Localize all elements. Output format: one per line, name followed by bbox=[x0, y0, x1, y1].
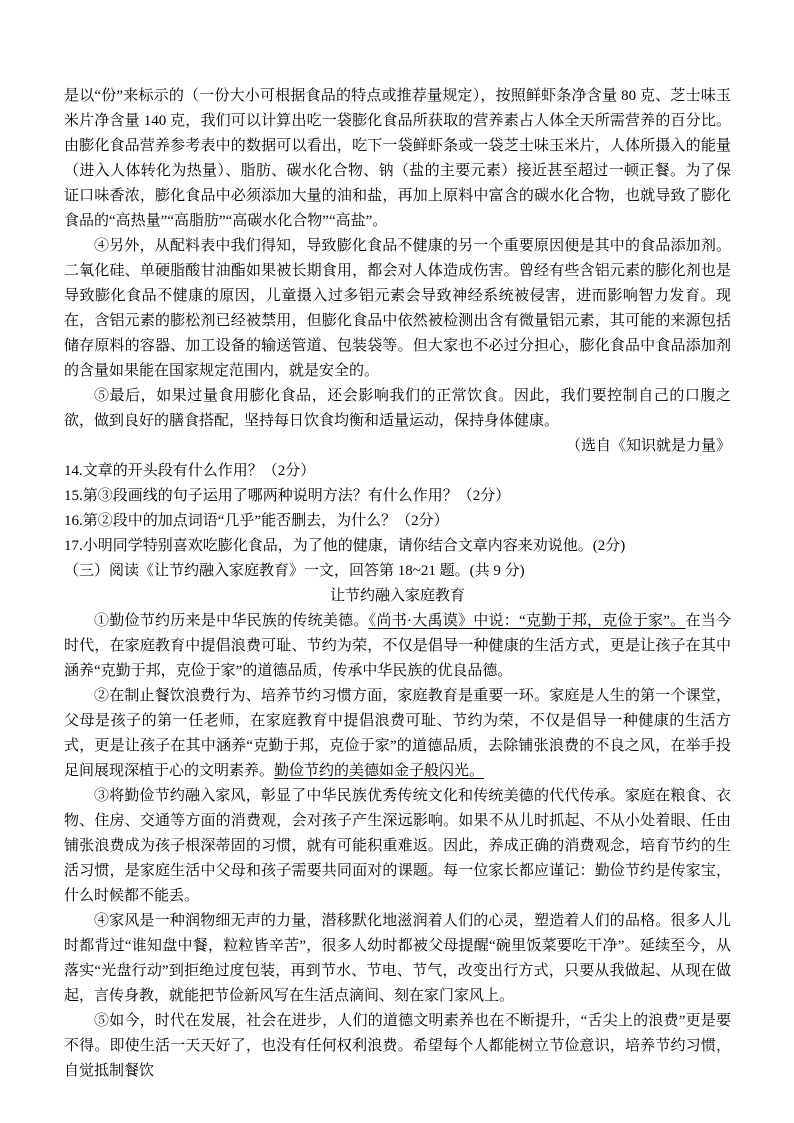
section-3-header: （三）阅读《让节约融入家庭教育》一文，回答第 18~21 题。(共 9 分) bbox=[64, 563, 525, 579]
question-17: 17.小明同学特别喜欢吃膨化食品，为了他的健康，请你结合文章内容来劝说他。(2分) bbox=[64, 538, 626, 554]
text-segment: ①勤俭节约历来是中华民族的传统美德。 bbox=[94, 613, 369, 629]
underlined-sentence-shangshu-quote: 《尚书·大禹谟》中说：“克勤于邦，克俭于家”。 bbox=[368, 613, 686, 629]
underlined-sentence-gold-shine: 勤俭节约的美德如金子般闪光。 bbox=[274, 763, 485, 779]
reading2-paragraph-4: ④家风是一种润物细无声的力量，潜移默化地滋润着人们的心灵，塑造着人们的品格。很多人儿时都背过“谁知盘中餐，粒粒皆辛苦”，很多人幼时都被父母提醒“碗里饭菜要吃干净”。延续至今，从落实“光盘行动”到拒绝过度包装，再到节水、节电、节气，改变出行方式，只要从我做起、从现在做起，言传身教，就能把节俭新风写在生活点滴间、刻在家门家风上。 bbox=[64, 913, 731, 1004]
reading1-paragraph-continued: 是以“份”来标示的（一份大小可根据食品的特点或推荐量规定），按照鲜虾条净含量 80 克、芝士味玉米片净含量 140 克，我们可以计算出吃一袋膨化食品所获取的营养素占人体全天所需营养的百分比。由膨化食品营养参考表中的数据可以看出，吃下一袋鲜虾条或一袋芝士味玉米片，人体所摄入的能量（进入人体转化为热量）、脂肪、碳水化合物、钠（盐的主要元素）接近甚至超过一顿正餐。为了保证口味香浓，膨化食品中必须添加大量的油和盐，再加上原料中富含的碳水化合物，也就导致了膨化食品的“高热量”“高脂肪”“高碳水化合物”“高盐”。 bbox=[64, 88, 731, 229]
reading2-title: 让节约融入家庭教育 bbox=[329, 588, 465, 604]
reading2-paragraph-3: ③将勤俭节约融入家风，彰显了中华民族优秀传统文化和传统美德的代代传承。家庭在粮食、衣物、住房、交通等方面的消费观，会对孩子产生深远影响。如果不从儿时抓起、不从小处着眼、任由铺张浪费成为孩子根深蒂固的习惯，就有可能积重难返。因此，养成正确的消费观念，培育节约的生活习惯，是家庭生活中父母和孩子需要共同面对的课题。每一位家长都应谨记：勤俭节约是传家宝，什么时候都不能丢。 bbox=[64, 788, 731, 904]
text-segment: 在当今时代，在家庭教育中提倡浪费可耻、节约为荣，不仅是倡导一种健康的生活方式，更是让孩子在其中涵养“克勤于邦，克俭于家”的道德品质，传承中华民族的优良品德。 bbox=[64, 613, 731, 679]
question-15: 15.第③段画线的句子运用了哪两种说明方法？有什么作用？（2分） bbox=[64, 488, 511, 504]
reading2-paragraph-2 bbox=[64, 684, 731, 784]
reading2-paragraph-5: ⑤如今，时代在发展，社会在进步，人们的道德文明素养也在不断提升，“舌尖上的浪费”更是要不得。即使生活一天天好了，也没有任何权利浪费。希望每个人都能树立节俭意识，培养节约习惯，自觉抵制餐饮 bbox=[64, 1013, 731, 1079]
question-16: 16.第②段中的加点词语“几乎”能否删去，为什么？（2分） bbox=[64, 513, 449, 529]
reading1-paragraph-5: ⑤最后，如果过量食用膨化食品，还会影响我们的正常饮食。因此，我们要控制自己的口腹之欲，做到良好的膳食搭配，坚持每日饮食均衡和适量运动，保持身体健康。 bbox=[64, 388, 731, 429]
question-14: 14.文章的开头段有什么作用？（2分） bbox=[64, 463, 316, 479]
reading1-source-credit: （选自《知识就是力量》 bbox=[565, 438, 731, 454]
reading1-paragraph-4: ④另外，从配料表中我们得知，导致膨化食品不健康的另一个重要原因便是其中的食品添加剂。二氧化硅、单硬脂酸甘油酯如果被长期食用，都会对人体造成伤害。曾经有些含铝元素的膨化剂也是导致膨化食品不健康的原因，儿童摄入过多铝元素会导致神经系统被侵害，进而影响智力发育。现在，含铝元素的膨松剂已经被禁用，但膨化食品中依然被检测出含有微量铝元素，其可能的来源包括储存原料的容器、加工设备的输送管道、包装袋等。但大家也不必过分担心，膨化食品中食品添加剂的含量如果能在国家规定范围内，就是安全的。 bbox=[64, 238, 731, 379]
text-segment: ②在制止餐饮浪费行为、培养节约习惯方面，家庭教育是重要一环。家庭是人生的第一个课堂，父母是孩子的第一任老师，在家庭教育中提倡浪费可耻、节约为荣，不仅是倡导一种健康的生活方式，更是让孩子在其中涵养“克勤于邦，克俭于家”的道德品质，去除铺张浪费的不良之风，在举手投足间展现深植于心的文明素养。 bbox=[64, 688, 731, 779]
reading2-paragraph-1 bbox=[64, 609, 731, 684]
document-body bbox=[64, 84, 731, 1084]
